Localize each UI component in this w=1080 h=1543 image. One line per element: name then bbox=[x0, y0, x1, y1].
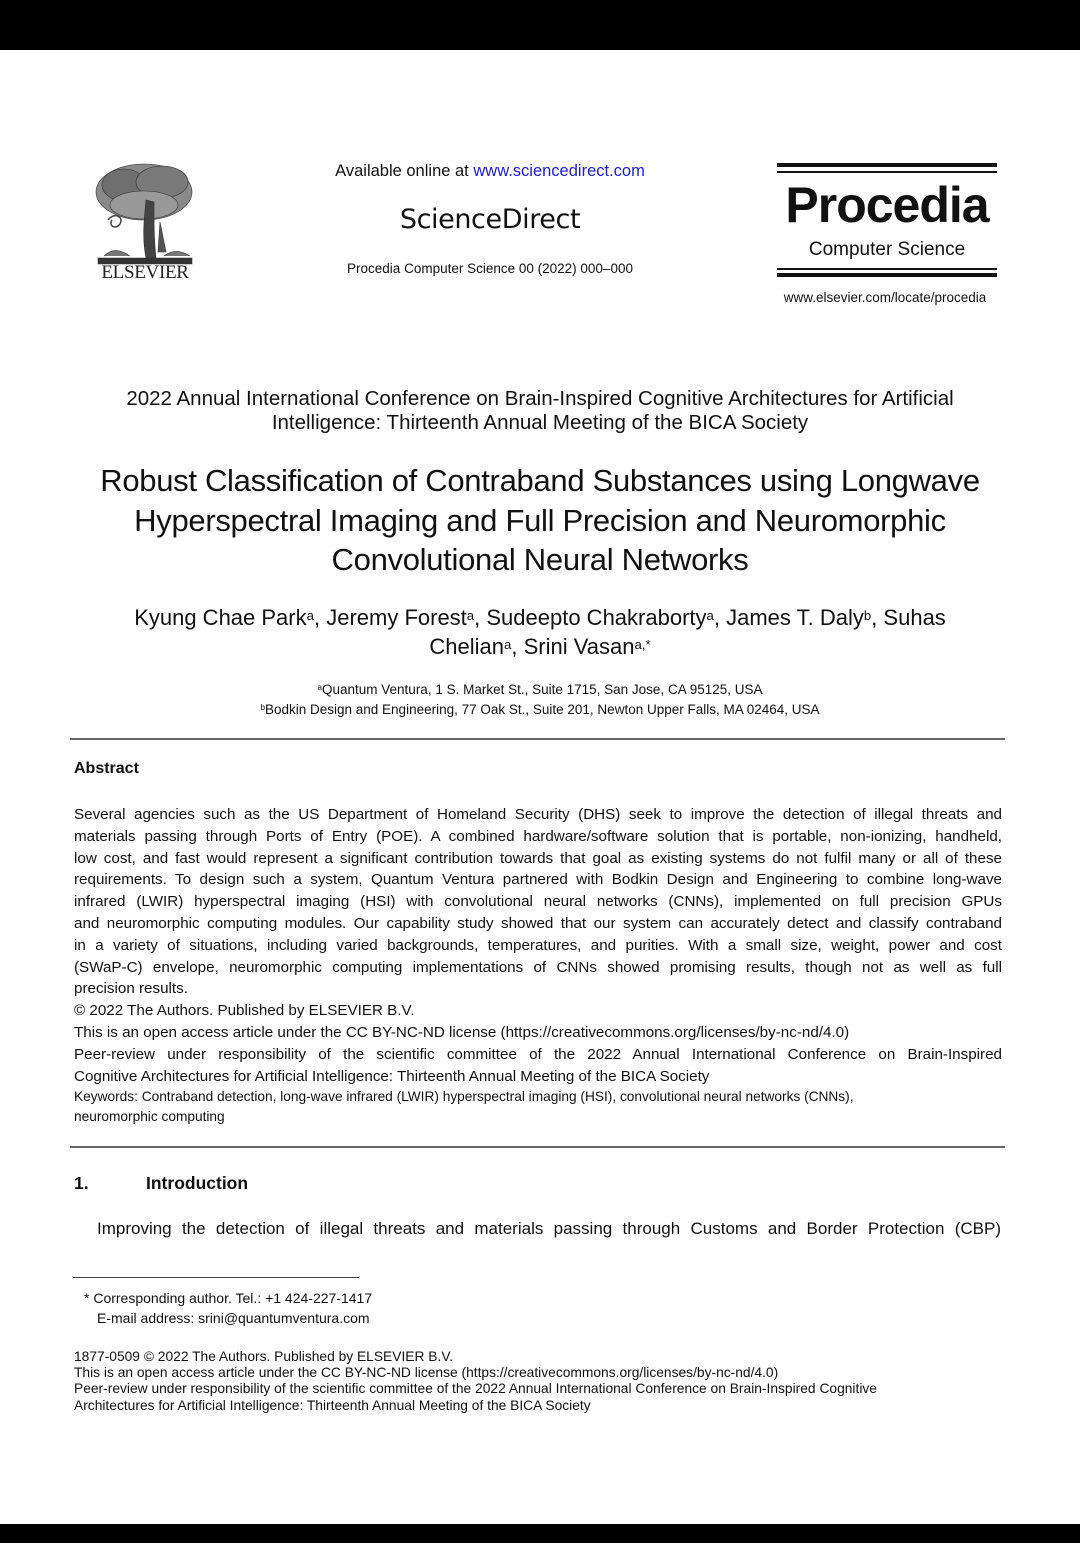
affiliation-mark: a bbox=[317, 683, 322, 692]
procedia-logo-subtitle: Computer Science bbox=[808, 239, 966, 260]
elsevier-logo-text: ELSEVIER bbox=[101, 262, 189, 283]
author-name: Kyung Chae Park bbox=[134, 605, 307, 630]
available-online-label: Available online at bbox=[335, 162, 474, 180]
abstract-line: requirements. To design such a system, Quantum Ventura partnered with Bodkin Design and Engineering to combine long-wave bbox=[74, 871, 1002, 889]
abstract-line: in a variety of situations, including varied backgrounds, temperatures, and purities. With a small size, weight, power and cost bbox=[74, 936, 1002, 954]
footer-line: Architectures for Artificial Intelligence: Thirteenth Annual Meeting of the BICA Society bbox=[74, 1397, 591, 1413]
procedia-rule-thick-top bbox=[777, 163, 997, 167]
keywords-line: Keywords: Contraband detection, long-wave infrared (LWIR) hyperspectral imaging (HSI), convolutional neural networks (CNNs), bbox=[74, 1089, 854, 1105]
conference-line: Intelligence: Thirteenth Annual Meeting of the BICA Society bbox=[271, 411, 809, 434]
abstract-bottom-rule bbox=[70, 1146, 1005, 1148]
author-affiliation-mark: a bbox=[504, 637, 512, 652]
author-list bbox=[60, 603, 1020, 661]
corresponding-author-note: * Corresponding author. Tel.: +1 424-227-1417 bbox=[84, 1290, 373, 1306]
title-line: Robust Classification of Contraband Substances using Longwave bbox=[100, 463, 980, 498]
author-separator: , bbox=[511, 634, 524, 659]
sciencedirect-wordmark: ScienceDirect bbox=[399, 204, 581, 235]
procedia-logo-title: Procedia bbox=[785, 177, 989, 233]
title-line: Hyperspectral Imaging and Full Precision and Neuromorphic bbox=[134, 502, 946, 538]
journal-reference: Procedia Computer Science 00 (2022) 000–000 bbox=[347, 261, 633, 276]
license-line: This is an open access article under the CC BY-NC-ND license (https://creativecommons.org/licenses/by-nc-nd/4.0) bbox=[74, 1023, 850, 1041]
email-note: E-mail address: srini@quantumventura.com bbox=[97, 1310, 370, 1326]
conference-line: 2022 Annual International Conference on Brain-Inspired Cognitive Architectures for Artificial bbox=[126, 387, 954, 410]
author-separator: , bbox=[474, 605, 487, 630]
footer-line: This is an open access article under the CC BY-NC-ND license (https://creativecommons.org/licenses/by-nc-nd/4.0) bbox=[74, 1365, 779, 1381]
affiliation bbox=[60, 700, 1020, 720]
intro-first-line: Improving the detection of illegal threats and materials passing through Customs and Border Protection (CBP) bbox=[97, 1219, 1001, 1238]
affiliation-text: Quantum Ventura, 1 S. Market St., Suite 1715, San Jose, CA 95125, USA bbox=[322, 682, 763, 697]
conference-name bbox=[60, 387, 1020, 435]
abstract-line: (SWaP-C) envelope, neuromorphic computing implementations of CNNs showed promising results, though not as well as full bbox=[74, 958, 1002, 976]
peer-review-line: Cognitive Architectures for Artificial Intelligence: Thirteenth Annual Meeting of the BICA Society bbox=[74, 1067, 710, 1085]
abstract-line: precision results. bbox=[74, 980, 188, 998]
procedia-rule-thick-bottom bbox=[777, 273, 997, 277]
title-line: Convolutional Neural Networks bbox=[331, 542, 749, 577]
procedia-rule-thin-bottom bbox=[777, 268, 997, 270]
footnote bbox=[84, 1288, 372, 1328]
bottom-black-bar bbox=[0, 1524, 1080, 1543]
footer-line: 1877-0509 © 2022 The Authors. Published by ELSEVIER B.V. bbox=[74, 1349, 454, 1364]
affiliation-list bbox=[60, 680, 1020, 720]
author-name-first: Suhas bbox=[883, 605, 946, 630]
author-affiliation-mark: a,* bbox=[634, 637, 651, 652]
top-black-bar bbox=[0, 0, 1080, 50]
page-footer bbox=[74, 1349, 877, 1414]
sciencedirect-link[interactable]: www.sciencedirect.com bbox=[473, 162, 645, 180]
author-line bbox=[60, 603, 1020, 632]
abstract-heading: Abstract bbox=[74, 760, 139, 777]
author-name-rest: Chelian bbox=[429, 634, 504, 659]
copyright-line: © 2022 The Authors. Published by ELSEVIER B.V. bbox=[74, 1002, 415, 1020]
author-separator: , bbox=[313, 605, 327, 630]
author-name: Srini Vasan bbox=[523, 634, 635, 659]
peer-review-line: Peer-review under responsibility of the scientific committee of the 2022 Annual International Conference on Brain-Inspired bbox=[74, 1045, 1002, 1063]
author-separator: , bbox=[713, 605, 727, 630]
abstract-top-rule bbox=[70, 738, 1005, 740]
author-affiliation-mark: a bbox=[706, 608, 714, 623]
journal-url[interactable]: www.elsevier.com/locate/procedia bbox=[783, 290, 987, 305]
author-name: James T. Daly bbox=[726, 605, 864, 630]
author-name: Jeremy Forest bbox=[326, 605, 467, 630]
author-affiliation-mark: a bbox=[466, 608, 475, 623]
abstract-line: materials passing through Ports of Entry (POE). A combined hardware/software solution that is portable, non-ionizing, handheld, bbox=[74, 827, 1002, 845]
footnote-rule bbox=[73, 1277, 359, 1278]
abstract-line: Several agencies such as the US Department of Homeland Security (DHS) seek to improve the detection of illegal threats and bbox=[74, 806, 1002, 823]
abstract-line: low cost, and fast would represent a significant contribution towards that goal as existing systems do not fulfil many or all of these bbox=[74, 849, 1002, 867]
keywords-line: neuromorphic computing bbox=[74, 1109, 225, 1125]
procedia-rule-thin-top bbox=[777, 171, 997, 173]
author-affiliation-mark: b bbox=[863, 608, 872, 623]
abstract-line: infrared (LWIR) hyperspectral imaging (HSI) with convolutional neural networks (CNNs), implemented on full precision GPUs bbox=[74, 893, 1002, 911]
paper-title bbox=[60, 461, 1020, 580]
footer-line: Peer-review under responsibility of the scientific committee of the 2022 Annual International Conference on Brain-Inspired Cognitive bbox=[74, 1381, 877, 1397]
affiliation-mark: b bbox=[260, 703, 265, 712]
affiliation-text: Bodkin Design and Engineering, 77 Oak St., Suite 201, Newton Upper Falls, MA 02464, USA bbox=[264, 702, 820, 717]
author-name: Sudeepto Chakraborty bbox=[486, 605, 707, 630]
abstract-body bbox=[74, 804, 1002, 1127]
author-affiliation-mark: a bbox=[306, 608, 314, 623]
author-line bbox=[60, 632, 1020, 661]
author-separator: , bbox=[871, 605, 884, 630]
abstract-line: and neuromorphic computing modules. Our capability study showed that our system can accurately detect and classify contraband bbox=[74, 914, 1002, 932]
section-number: 1. bbox=[74, 1173, 89, 1193]
section-heading: Introduction bbox=[146, 1173, 249, 1193]
affiliation bbox=[60, 680, 1020, 700]
available-online-line bbox=[240, 162, 740, 181]
